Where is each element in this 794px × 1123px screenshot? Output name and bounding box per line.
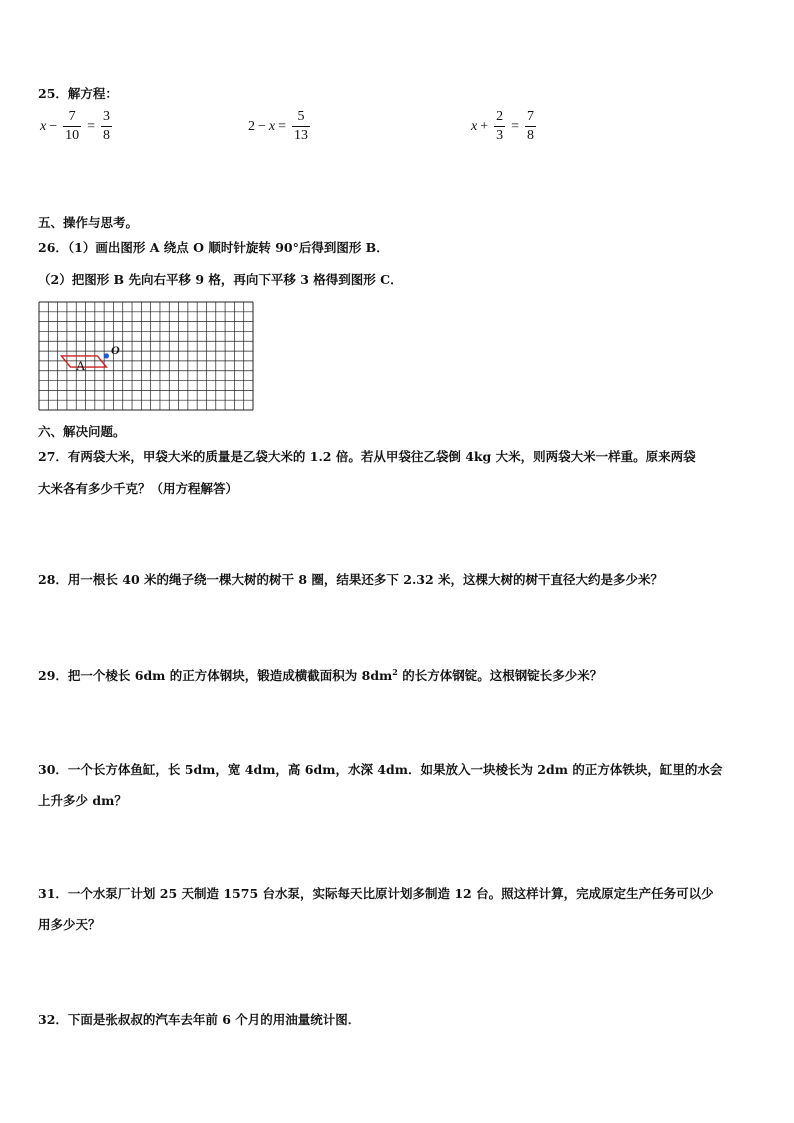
grid-figure — [38, 301, 256, 411]
eq3-frac2-num: 7 — [527, 109, 535, 124]
equation-2 — [248, 110, 313, 143]
q29-text-before: 29．把一个棱长 6dm 的正方体钢块，锻造成横截面积为 8dm — [38, 668, 393, 683]
eq3-frac1 — [494, 110, 505, 143]
eq3-var: x — [471, 118, 478, 134]
point-o-label: O — [111, 343, 120, 357]
shape-a-label: A — [76, 358, 86, 373]
q29-line1 — [38, 666, 602, 684]
eq3-frac1-num: 2 — [496, 109, 504, 124]
q30-line1: 30．一个长方体鱼缸，长 5dm，宽 4dm，高 6dm，水深 4dm．如果放入一块棱长为 2dm 的正方体铁块，缸里的水会 — [38, 762, 723, 777]
q31-line2: 用多少天？ — [38, 917, 101, 932]
q25-label: 25．解方程： — [38, 86, 118, 101]
q26-line1: 26．（1）画出图形 A 绕点 O 顺时针旋转 90°后得到图形 B． — [38, 240, 389, 255]
eq3-equals: = — [511, 118, 520, 134]
eq2-frac-den: 13 — [294, 128, 309, 143]
eq2-equals: = — [278, 118, 287, 134]
eq1-frac2 — [101, 110, 112, 143]
q27-line1: 27．有两袋大米，甲袋大米的质量是乙袋大米的 1.2 倍。若从甲袋往乙袋倒 4kg 大米，则两袋大米一样重。原来两袋 — [38, 449, 696, 464]
eq1-equals: = — [87, 118, 96, 134]
q29-superscript: 2 — [392, 666, 398, 677]
section-5-title: 五、操作与思考。 — [38, 215, 139, 230]
eq2-frac-num: 5 — [297, 109, 305, 124]
q27-line2: 大米各有多少千克？（用方程解答） — [38, 481, 239, 496]
eq1-frac1 — [63, 110, 81, 143]
point-o — [104, 353, 109, 358]
q31-line1: 31．一个水泵厂计划 25 天制造 1575 台水泵，实际每天比原计划多制造 12 台。照这样计算，完成原定生产任务可以少 — [38, 886, 714, 901]
eq1-frac1-num: 7 — [68, 109, 76, 124]
section-6-title: 六、解决问题。 — [38, 424, 126, 439]
eq2-var: x — [268, 118, 276, 134]
eq1-frac1-den: 10 — [65, 128, 80, 143]
eq3-frac2 — [525, 110, 536, 143]
eq2-frac — [292, 110, 310, 143]
eq1-frac2-num: 3 — [103, 109, 111, 124]
q29-text-after: 的长方体钢锭。这根钢锭长多少米？ — [397, 668, 603, 683]
eq2-op: − — [258, 118, 266, 134]
eq3-frac1-den: 3 — [496, 128, 504, 143]
eq1-op: − — [49, 118, 58, 134]
equation-3 — [471, 110, 539, 143]
eq3-frac2-den: 8 — [527, 128, 535, 143]
q26-line2: （2）把图形 B 先向右平移 9 格，再向下平移 3 格得到图形 C． — [38, 272, 403, 287]
eq1-var: x — [40, 118, 47, 134]
q28-line1: 28．用一根长 40 米的绳子绕一棵大树的树干 8 圈，结果还多下 2.32 米，这棵大树的树干直径大约是多少米？ — [38, 572, 664, 587]
eq2-lhs: 2 — [248, 118, 255, 134]
eq1-frac2-den: 8 — [103, 128, 111, 143]
eq3-op: + — [480, 118, 489, 134]
q32-line1: 32．下面是张叔叔的汽车去年前 6 个月的用油量统计图． — [38, 1012, 361, 1027]
q30-line2: 上升多少 dm？ — [38, 793, 127, 808]
equation-1 — [40, 110, 115, 143]
